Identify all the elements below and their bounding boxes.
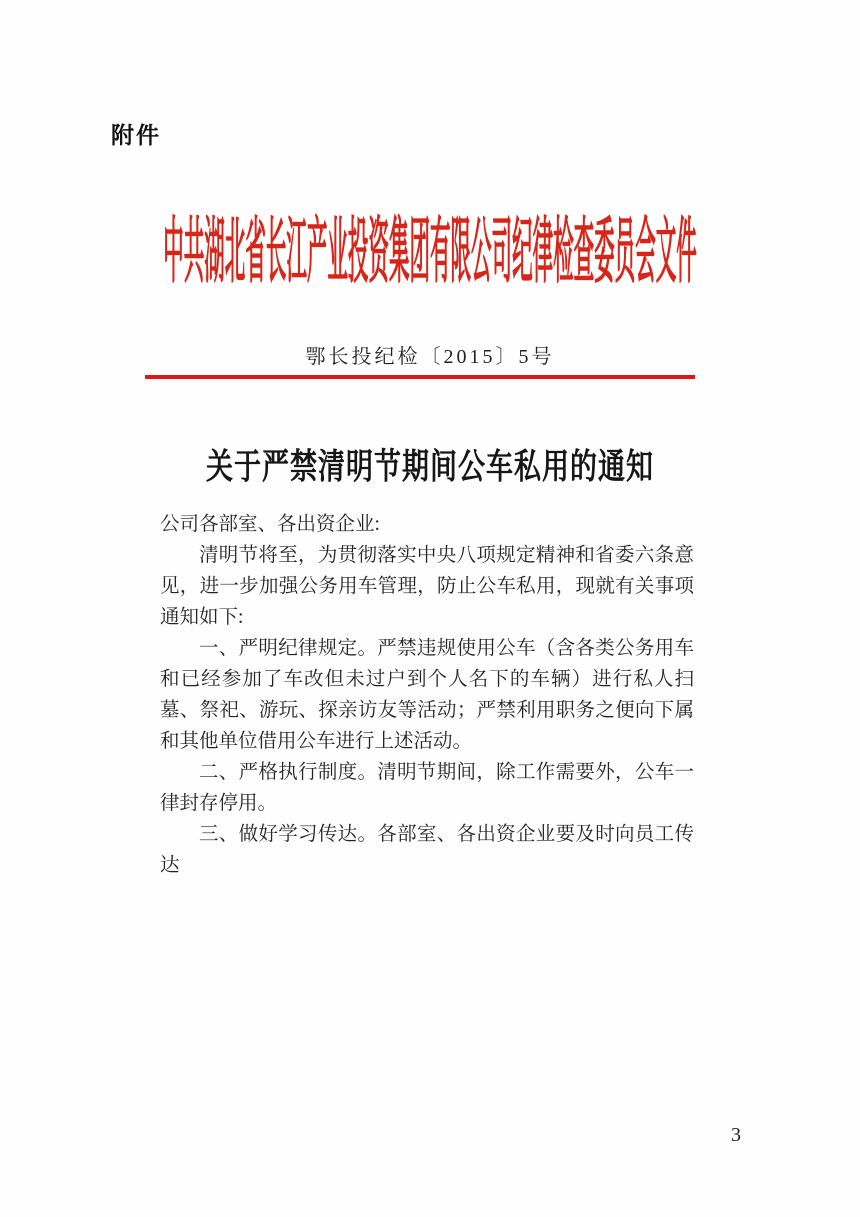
notice-title-text: 关于严禁清明节期间公车私用的通知 (206, 447, 654, 487)
body-paragraph: 一、严明纪律规定。严禁违规使用公车（含各类公务用车和已经参加了车改但未过户到个人名下的车辆）进行私人扫墓、祭祀、游玩、探亲访友等活动；严禁利用职务之便向下属和其他单位借用公车进行上述活动。 (160, 638, 694, 752)
notice-title (0, 438, 860, 487)
letterhead-red-rule (145, 375, 695, 379)
body-paragraph: 二、严格执行制度。清明节期间，除工作需要外，公车一律封存停用。 (160, 762, 694, 814)
salutation-line: 公司各部室、各出资企业: (160, 514, 380, 535)
attachment-label: 附件 (111, 122, 161, 148)
notice-body (160, 509, 694, 881)
document-reference-number: 鄂长投纪检〔2015〕5号 (305, 346, 555, 368)
body-paragraph: 三、做好学习传达。各部室、各出资企业要及时向员工传达 (160, 824, 694, 876)
page-number: 3 (731, 1124, 741, 1146)
body-paragraph: 清明节将至，为贯彻落实中央八项规定精神和省委六条意见，进一步加强公务用车管理，防止公车私用，现就有关事项通知如下: (160, 545, 694, 628)
letterhead-org-name: 中共湖北省长江产业投资集团有限公司纪律检查委员会文件 (163, 212, 697, 292)
